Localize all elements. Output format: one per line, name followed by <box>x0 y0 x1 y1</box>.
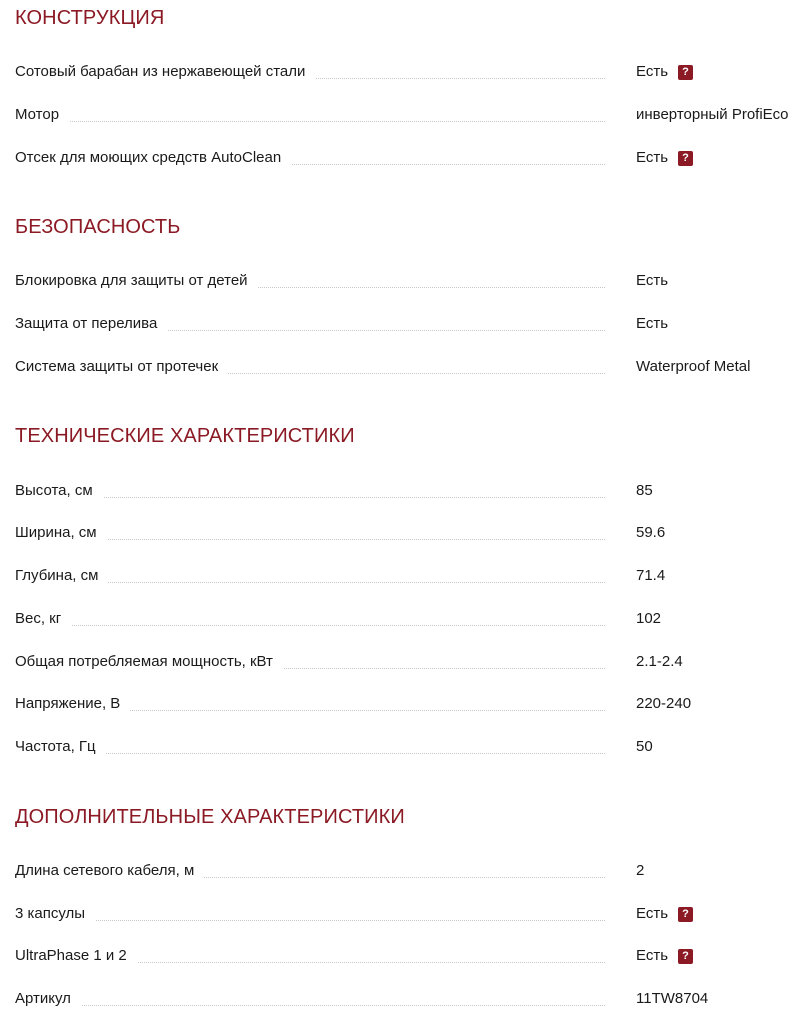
spec-value: Waterproof Metal <box>636 358 751 375</box>
spec-value: 2 <box>636 862 645 879</box>
spec-value: 50 <box>636 738 653 755</box>
dotted-leader <box>15 121 605 122</box>
dotted-leader <box>15 497 605 498</box>
spec-label: Блокировка для защиты от детей <box>15 272 258 289</box>
spec-value: 85 <box>636 482 653 499</box>
spec-row <box>0 693 805 717</box>
spec-value <box>636 149 693 166</box>
spec-value: 11TW8704 <box>636 990 709 1007</box>
question-mark-icon[interactable]: ? <box>678 949 693 964</box>
spec-label: Ширина, см <box>15 524 107 541</box>
spec-value-text: Есть <box>636 947 669 964</box>
spec-value <box>636 947 693 964</box>
section-title-safety: БЕЗОПАСНОСТЬ <box>15 216 181 238</box>
spec-label: Напряжение, В <box>15 695 130 712</box>
section-title-technical: ТЕХНИЧЕСКИЕ ХАРАКТЕРИСТИКИ <box>15 425 355 447</box>
spec-row <box>0 608 805 632</box>
spec-row <box>0 313 805 337</box>
spec-value: 59.6 <box>636 524 666 541</box>
spec-row <box>0 147 805 171</box>
spec-value-text: Есть <box>636 63 669 80</box>
spec-label: Глубина, см <box>15 567 108 584</box>
section-title-additional: ДОПОЛНИТЕЛЬНЫЕ ХАРАКТЕРИСТИКИ <box>15 806 405 828</box>
spec-label: Отсек для моющих средств AutoClean <box>15 149 291 166</box>
spec-value: 2.1-2.4 <box>636 653 683 670</box>
spec-label: Вес, кг <box>15 610 71 627</box>
spec-value: 71.4 <box>636 567 666 584</box>
spec-value <box>636 905 693 922</box>
spec-value: 220-240 <box>636 695 692 712</box>
spec-value: 102 <box>636 610 662 627</box>
spec-row <box>0 903 805 927</box>
spec-row <box>0 565 805 589</box>
spec-row <box>0 945 805 969</box>
spec-label: 3 капсулы <box>15 905 95 922</box>
dotted-leader <box>15 1005 605 1006</box>
spec-row <box>0 736 805 760</box>
spec-row <box>0 522 805 546</box>
spec-value <box>636 63 693 80</box>
spec-row <box>0 61 805 85</box>
dotted-leader <box>15 625 605 626</box>
spec-row <box>0 860 805 884</box>
question-mark-icon[interactable]: ? <box>678 907 693 922</box>
spec-label: UltraPhase 1 и 2 <box>15 947 137 964</box>
spec-label: Общая потребляемая мощность, кВт <box>15 653 283 670</box>
dotted-leader <box>15 920 605 921</box>
spec-row <box>0 480 805 504</box>
spec-label: Артикул <box>15 990 81 1007</box>
question-mark-icon[interactable]: ? <box>678 65 693 80</box>
question-mark-icon[interactable]: ? <box>678 151 693 166</box>
spec-row <box>0 356 805 380</box>
spec-row <box>0 104 805 128</box>
spec-label: Частота, Гц <box>15 738 106 755</box>
spec-label: Система защиты от протечек <box>15 358 228 375</box>
spec-value: Есть <box>636 315 669 332</box>
spec-label: Защита от перелива <box>15 315 167 332</box>
spec-value: Есть <box>636 272 669 289</box>
spec-value: инверторный ProfiEco <box>636 106 789 123</box>
spec-row <box>0 988 805 1012</box>
spec-row <box>0 651 805 675</box>
spec-label: Длина сетевого кабеля, м <box>15 862 204 879</box>
spec-label: Высота, см <box>15 482 103 499</box>
spec-label: Сотовый барабан из нержавеющей стали <box>15 63 315 80</box>
spec-label: Мотор <box>15 106 69 123</box>
spec-row <box>0 270 805 294</box>
spec-value-text: Есть <box>636 149 669 166</box>
spec-value-text: Есть <box>636 905 669 922</box>
section-title-construction: КОНСТРУКЦИЯ <box>15 7 165 29</box>
